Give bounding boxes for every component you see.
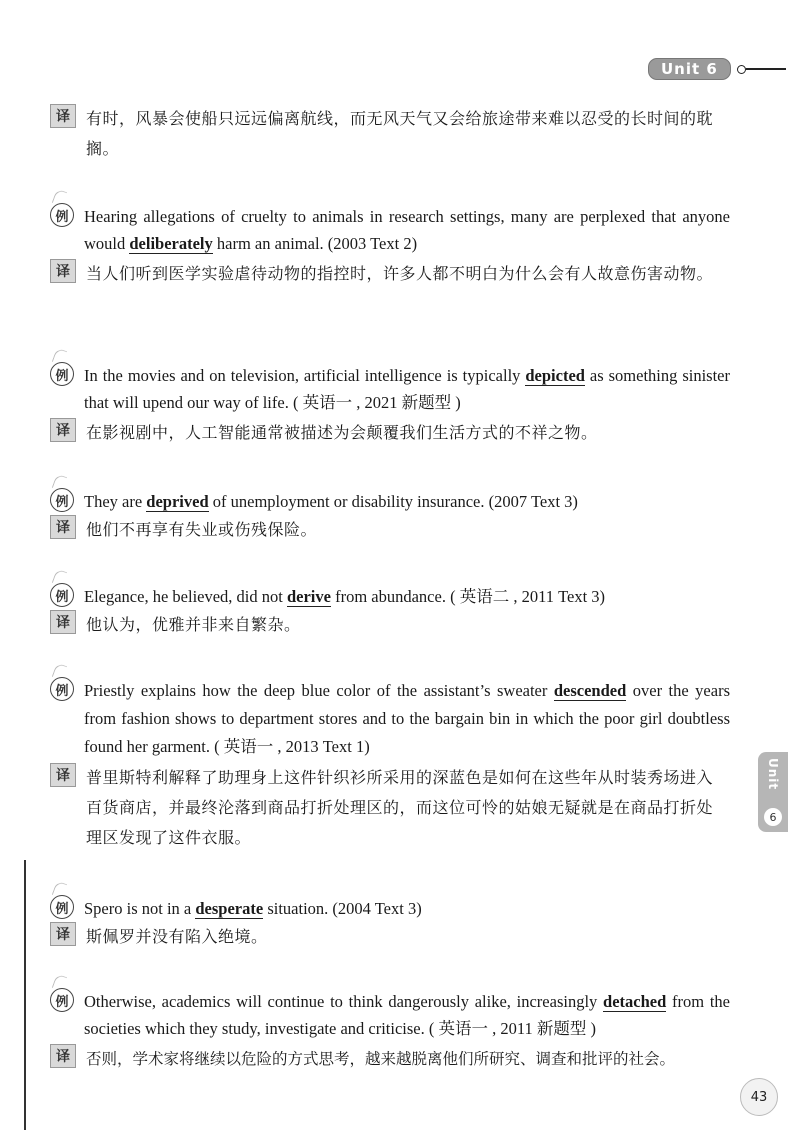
example-text-after: of unemployment or disability insurance. (2007 Text 3) — [208, 492, 578, 511]
example-text-before: Priestly explains how the deep blue color of the assistant’s sweater — [84, 681, 554, 700]
translation-mark-icon: 译 — [50, 763, 76, 787]
entry-3 — [50, 488, 730, 545]
translation-mark-icon: 译 — [50, 1044, 76, 1068]
translation-text: 有时，风暴会使船只远远偏离航线，而无风天气又会给旅途带来难以忍受的长时间的耽搁。 — [86, 109, 714, 158]
translation-mark-icon: 译 — [50, 922, 76, 946]
translation-text: 普里斯特利解释了助理身上这件针织衫所采用的深蓝色是如何在这些年从时装秀场进入百货商店，并最终沦落到商品打折处理区的，而这位可怜的姑娘无疑就是在商品打折处理区发现了这件衣服。 — [86, 768, 714, 847]
translation-row — [50, 259, 730, 289]
translation-row — [50, 418, 730, 448]
example-mark-icon: 例 — [50, 988, 74, 1012]
example-text-after: harm an animal. (2003 Text 2) — [212, 234, 418, 253]
example-sentence — [84, 583, 605, 610]
translation-row — [50, 104, 730, 164]
ornament-rule — [746, 68, 786, 70]
header-ornament — [737, 65, 786, 74]
translation-text: 否则，学术家将继续以危险的方式思考，越来越脱离他们所研究、调查和批评的社会。 — [86, 1050, 676, 1068]
side-tab-label: Unit — [766, 758, 780, 791]
translation-row — [50, 763, 730, 853]
translation-mark-icon: 译 — [50, 259, 76, 283]
example-text-before: Elegance, he believed, did not — [84, 587, 287, 606]
example-sentence — [84, 677, 730, 761]
translation-row — [50, 610, 730, 640]
example-mark-icon: 例 — [50, 583, 74, 607]
example-sentence — [84, 895, 422, 922]
example-text-after: from the societies which they study, investigate and criticise. ( 英语一 , 2011 新题型 ) — [84, 992, 730, 1038]
entry-0 — [50, 104, 730, 164]
translation-mark-icon: 译 — [50, 104, 76, 128]
example-row — [50, 583, 730, 610]
translation-text: 斯佩罗并没有陷入绝境。 — [86, 927, 268, 946]
example-text-after: over the years from fashion shows to department stores and to the bargain bin in which the poor girl doubtless found her garment. ( 英语一 , 2013 Text 1) — [84, 681, 730, 756]
translation-text: 在影视剧中，人工智能通常被描述为会颠覆我们生活方式的不祥之物。 — [86, 423, 598, 442]
page-number: 43 — [740, 1078, 778, 1116]
keyword: deliberately — [129, 234, 213, 253]
example-row — [50, 677, 730, 761]
translation-row — [50, 515, 730, 545]
keyword: depicted — [525, 366, 585, 385]
entry-6 — [50, 895, 730, 952]
keyword: detached — [603, 992, 667, 1011]
example-mark-icon: 例 — [50, 203, 74, 227]
entry-7 — [50, 988, 730, 1074]
example-sentence — [84, 362, 730, 416]
translation-mark-icon: 译 — [50, 610, 76, 634]
left-margin-rule — [24, 860, 26, 1130]
example-text-before: In the movies and on television, artificial intelligence is typically — [84, 366, 526, 385]
example-sentence — [84, 988, 730, 1042]
entry-4 — [50, 583, 730, 640]
unit-header — [648, 58, 786, 80]
example-text-before: Otherwise, academics will continue to think dangerously alike, increasingly — [84, 992, 604, 1011]
side-tab-number: 6 — [764, 808, 782, 826]
keyword: deprived — [146, 492, 209, 511]
example-mark-icon: 例 — [50, 488, 74, 512]
ornament-dot-icon — [737, 65, 746, 74]
keyword: desperate — [195, 899, 264, 918]
translation-row — [50, 1044, 730, 1074]
example-sentence — [84, 488, 578, 515]
unit-label: Unit 6 — [648, 58, 731, 80]
translation-mark-icon: 译 — [50, 515, 76, 539]
example-text-after: situation. (2004 Text 3) — [263, 899, 422, 918]
example-text-before: They are — [84, 492, 147, 511]
example-row — [50, 895, 730, 922]
example-mark-icon: 例 — [50, 362, 74, 386]
example-text-after: from abundance. ( 英语二 , 2011 Text 3) — [330, 587, 606, 606]
example-mark-icon: 例 — [50, 677, 74, 701]
side-unit-tab — [758, 752, 788, 832]
example-row — [50, 203, 730, 257]
translation-mark-icon: 译 — [50, 418, 76, 442]
example-text-before: Hearing allegations of cruelty to animals in research settings, many are perplexed that anyone would — [84, 207, 730, 253]
translation-text: 当人们听到医学实验虐待动物的指控时，许多人都不明白为什么会有人故意伤害动物。 — [86, 264, 714, 283]
translation-text: 他们不再享有失业或伤残保险。 — [86, 520, 318, 539]
entry-1 — [50, 203, 730, 289]
example-text-before: Spero is not in a — [84, 899, 196, 918]
example-sentence — [84, 203, 730, 257]
example-row — [50, 362, 730, 416]
translation-text: 他认为，优雅并非来自繁杂。 — [86, 615, 301, 634]
example-row — [50, 988, 730, 1042]
entry-5 — [50, 677, 730, 853]
example-text-after: as something sinister that will upend our way of life. ( 英语一 , 2021 新题型 ) — [84, 366, 730, 412]
example-row — [50, 488, 730, 515]
entry-2 — [50, 362, 730, 448]
keyword: descended — [553, 681, 627, 700]
keyword: derive — [286, 587, 331, 606]
example-mark-icon: 例 — [50, 895, 74, 919]
translation-row — [50, 922, 730, 952]
